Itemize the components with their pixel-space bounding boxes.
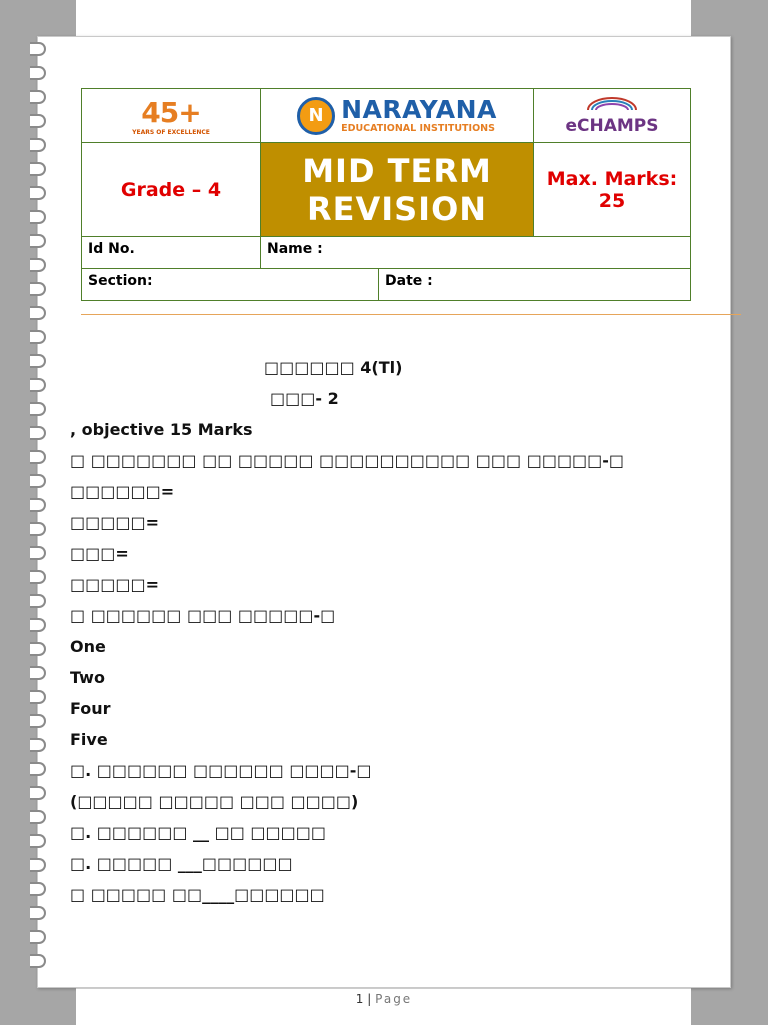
document-body bbox=[70, 358, 670, 916]
header-table bbox=[81, 88, 691, 269]
page-word: Page bbox=[375, 992, 413, 1006]
page-number: 1 bbox=[355, 992, 364, 1006]
page-footer bbox=[0, 992, 768, 1006]
word-item: Five bbox=[70, 730, 108, 749]
word-item: Four bbox=[70, 699, 111, 718]
echamps-arch-icon bbox=[582, 97, 642, 111]
max-marks: Max. Marks: 25 bbox=[534, 143, 691, 237]
section-date-table bbox=[81, 268, 691, 301]
question-1: □ □□□□□□□ □□ □□□□□ □□□□□□□□□□ □□□ □□□□□-□ bbox=[70, 451, 625, 470]
lesson-heading: □□□- 2 bbox=[270, 389, 339, 408]
page-separator: | bbox=[367, 992, 372, 1006]
sheet-back bbox=[76, 0, 691, 40]
echamps-text: eCHAMPS bbox=[565, 115, 659, 136]
subject-heading: □□□□□□ 4(Tl) bbox=[264, 358, 403, 377]
spiral-binding bbox=[30, 36, 60, 986]
fill-blank-item: □. □□□□□ ___□□□□□□ bbox=[70, 854, 293, 873]
answer-line: □□□= bbox=[70, 544, 129, 563]
echamps-logo bbox=[534, 89, 691, 143]
fill-blank-item: □. □□□□□□ __ □□ □□□□□ bbox=[70, 823, 326, 842]
question-2: □ □□□□□□ □□□ □□□□□-□ bbox=[70, 606, 336, 625]
answer-line: □□□□□□= bbox=[70, 482, 175, 501]
id-field: Id No. bbox=[82, 237, 261, 269]
answer-line: □□□□□= bbox=[70, 513, 159, 532]
narayana-logo: N NARAYANA EDUCATIONAL INSTITUTIONS bbox=[261, 89, 534, 143]
word-item: One bbox=[70, 637, 106, 656]
exam-title: MID TERM REVISION bbox=[261, 143, 534, 237]
fill-blank-item: □ □□□□□ □□____□□□□□□ bbox=[70, 885, 325, 904]
section-objective: , objective 15 Marks bbox=[70, 420, 253, 439]
question-3-hint: (□□□□□ □□□□□ □□□ □□□□) bbox=[70, 792, 359, 811]
date-field: Date : bbox=[379, 269, 691, 301]
narayana-emblem-icon: N bbox=[297, 97, 335, 135]
question-3: □. □□□□□□ □□□□□□ □□□□-□ bbox=[70, 761, 372, 780]
answer-line: □□□□□= bbox=[70, 575, 159, 594]
grade-label: Grade – 4 bbox=[82, 143, 261, 237]
section-field: Section: bbox=[82, 269, 379, 301]
name-field: Name : bbox=[261, 237, 691, 269]
word-item: Two bbox=[70, 668, 105, 687]
divider bbox=[81, 314, 741, 315]
logo-45-years: 45+ YEARS OF EXCELLENCE bbox=[82, 89, 261, 143]
